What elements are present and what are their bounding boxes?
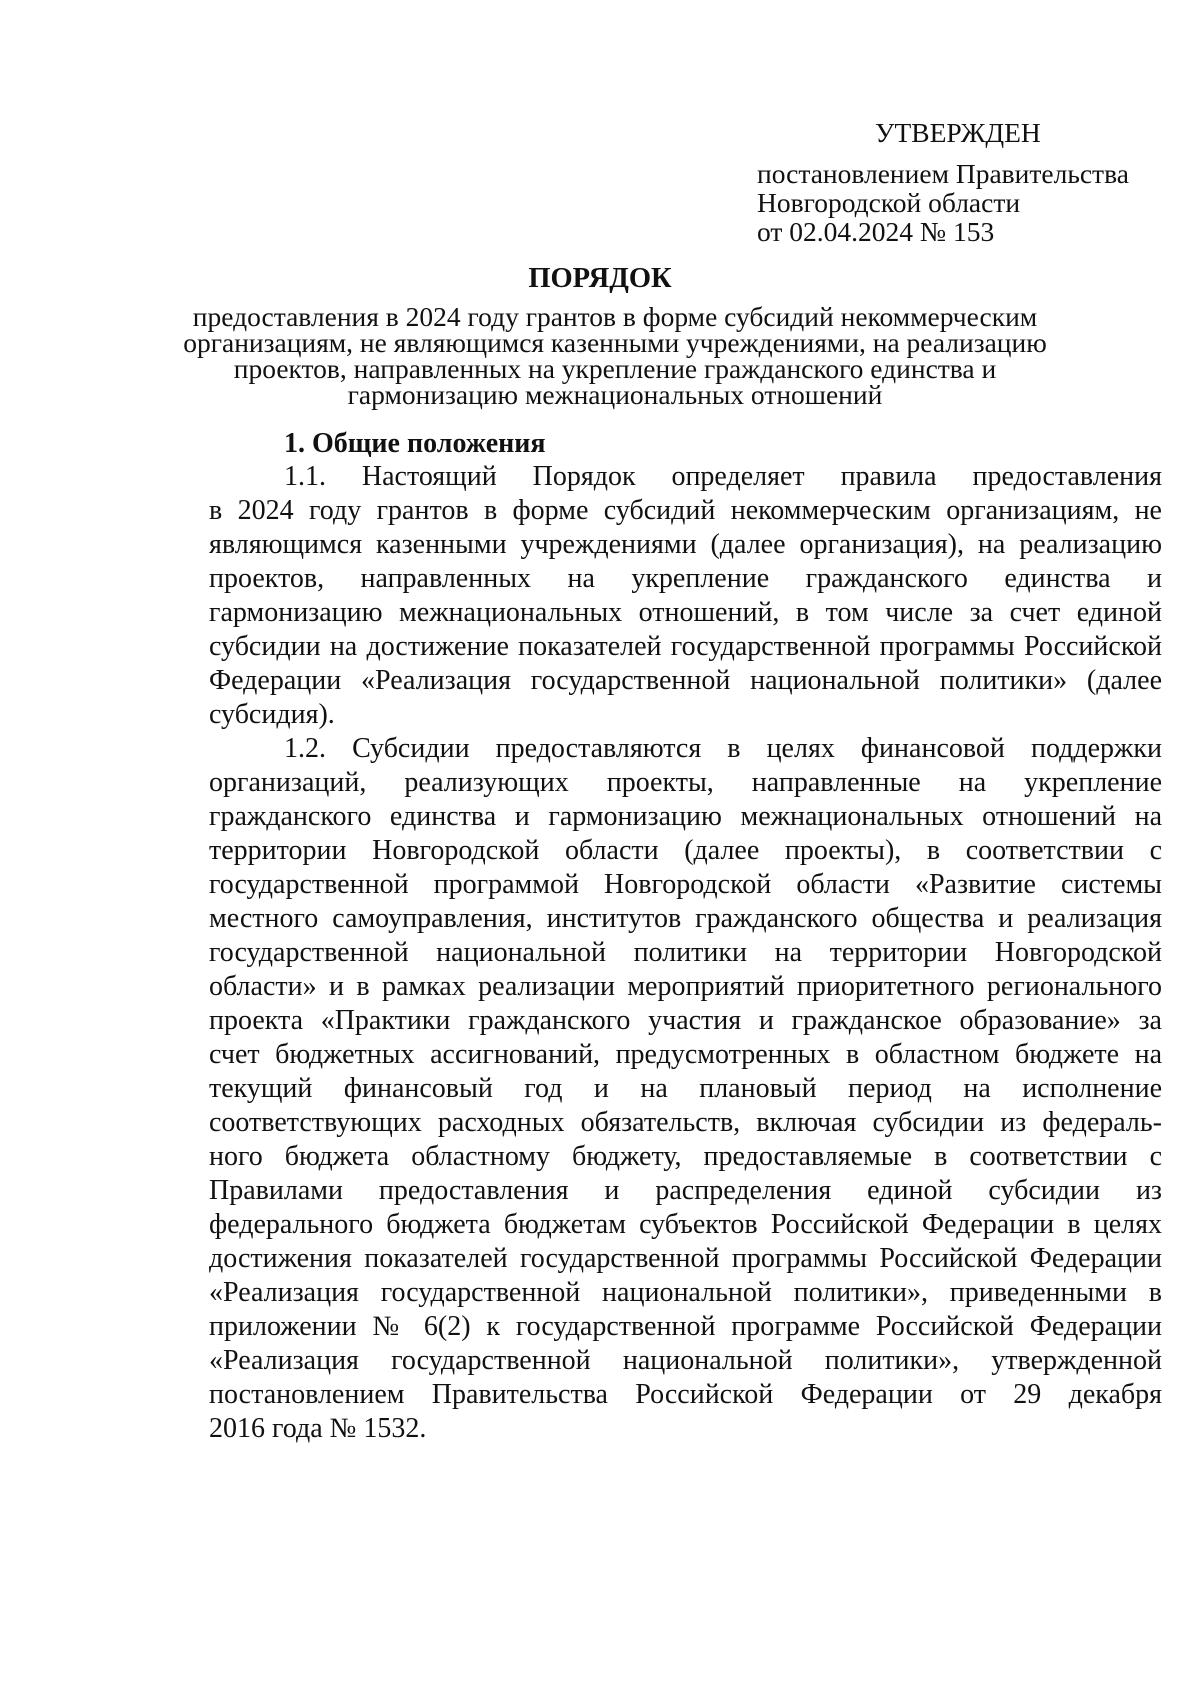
text-line: государственной национальной политики на территории Новгородской (209, 937, 1162, 968)
document-title: ПОРЯДОК (528, 263, 672, 294)
text-line: проектов, направленных на укрепление гражданского единства и (209, 563, 1162, 594)
text-line: ного бюджета областному бюджету, предоставляемые в соответствии с (209, 1141, 1162, 1172)
text-line: текущий финансовый год и на плановый период на исполнение (209, 1073, 1162, 1104)
paragraph-1-2 (209, 732, 1162, 1446)
text-line: в 2024 году грантов в форме субсидий некоммерческим организациям, не (209, 495, 1162, 526)
text-line: области» и в рамках реализации мероприятий приоритетного регионального (209, 971, 1162, 1002)
document-body (209, 460, 1162, 1446)
text-line: соответствующих расходных обязательств, включая субсидии из федераль- (209, 1107, 1162, 1138)
approval-line: постановлением Правительства (757, 158, 1129, 189)
subtitle-line: проектов, направленных на укрепление гражданского единства и (233, 353, 997, 384)
text-line: счет бюджетных ассигнований, предусмотренных в областном бюджете на (209, 1039, 1162, 1070)
text-line: 2016 года № 1532. (209, 1413, 427, 1444)
approval-stamp (757, 118, 1157, 246)
text-line: субсидии на достижение показателей государственной программы Российской (209, 631, 1162, 662)
approval-title: УТВЕРЖДЕН (875, 117, 1041, 148)
text-line: являющимся казенными учреждениями (далее организация), на реализацию (209, 529, 1162, 560)
text-line: местного самоуправления, институтов гражданского общества и реализация (209, 903, 1162, 934)
approval-line: Новгородской области (757, 187, 1021, 218)
text-line: постановлением Правительства Российской Федерации от 29 декабря (209, 1379, 1162, 1410)
text-line: «Реализация государственной национальной политики», приведенными в (209, 1277, 1162, 1308)
document-subtitle (180, 301, 1050, 410)
text-line: 1.1. Настоящий Порядок определяет правила предоставления (284, 461, 1162, 492)
text-line: федерального бюджета бюджетам субъектов Российской Федерации в целях (209, 1209, 1162, 1240)
text-line: Федерации «Реализация государственной национальной политики» (далее (209, 665, 1162, 696)
text-line: «Реализация государственной национальной политики», утвержденной (209, 1345, 1162, 1376)
text-line: субсидия). (209, 699, 335, 730)
subtitle-line: гармонизацию межнациональных отношений (347, 379, 883, 410)
text-line: приложении № 6(2) к государственной программе Российской Федерации (209, 1311, 1162, 1342)
text-line: гражданского единства и гармонизацию межнациональных отношений на (209, 801, 1162, 832)
text-line: государственной программой Новгородской области «Развитие системы (209, 869, 1162, 900)
subtitle-line: организациям, не являющимся казенными учреждениями, на реализацию (183, 327, 1047, 358)
text-line: проекта «Практики гражданского участия и гражданское образование» за (209, 1005, 1162, 1036)
section-heading: 1. Общие положения (284, 428, 546, 459)
text-line: Правилами предоставления и распределения единой субсидии из (209, 1175, 1162, 1206)
text-line: организаций, реализующих проекты, направленные на укрепление (209, 767, 1162, 798)
paragraph-1-1 (209, 460, 1162, 732)
subtitle-line: предоставления в 2024 году грантов в форме субсидий некоммерческим (192, 301, 1038, 332)
text-line: 1.2. Субсидии предоставляются в целях финансовой поддержки (284, 733, 1162, 764)
text-line: достижения показателей государственной программы Российской Федерации (209, 1243, 1162, 1274)
approval-line: от 02.04.2024 № 153 (757, 216, 995, 247)
text-line: территории Новгородской области (далее проекты), в соответствии с (209, 835, 1162, 866)
text-line: гармонизацию межнациональных отношений, в том числе за счет единой (209, 597, 1162, 628)
